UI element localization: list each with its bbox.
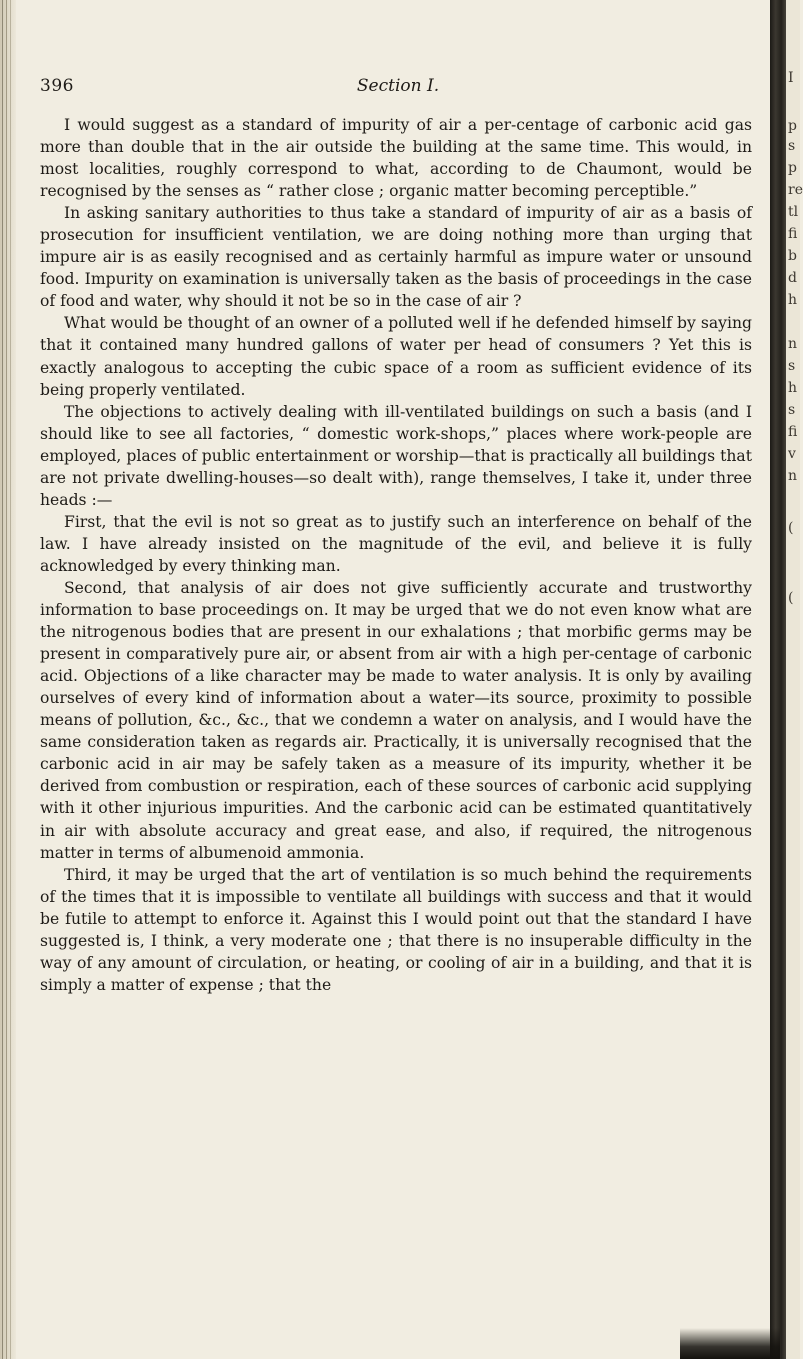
adjacent-page-fragment: re <box>788 182 803 198</box>
paragraph-first-objection: First, that the evil is not so great as to justify such an interference on behalf of the law. I have already insisted on the magnitude of the evil, and believe it is fully acknowledged by every thinking man. <box>40 512 752 575</box>
adjacent-page-fragment: s <box>788 138 796 154</box>
paragraph-third-objection: Third, it may be urged that the art of ventilation is so much behind the requirements of the times that it is impossible to ventilate all buildings with success and that it would be futile to attempt to enforce it. Against this I would point out that the standard I have suggested is, I think, a very moderate one ; that there is no insuperable difficulty in the way of any amount of circulation, or heating, or cooling of air in a building, and that it is simply a matter of expense ; that the <box>40 865 752 994</box>
adjacent-page-edge <box>786 0 803 1359</box>
left-binding-gutter <box>0 0 16 1359</box>
section-title: Section I. <box>356 76 440 96</box>
adjacent-page-fragment: n <box>788 468 798 484</box>
gutter-rule <box>2 0 3 1359</box>
running-head <box>40 76 756 100</box>
paragraph-standard-of-impurity: I would suggest as a standard of impurity of air a per-centage of carbonic acid gas more than double that in the air outside the building at the same time. This would, in most localities, roughly correspond to what, according to de Chaumont, would be recognised by the senses as “ rather close ; organic matter becoming perceptible.” <box>40 116 752 201</box>
adjacent-page-fragment: s <box>788 358 796 374</box>
right-binding-shadow <box>770 0 786 1359</box>
paragraph-second-objection: Second, that analysis of air does not give sufficiently accurate and trustworthy information to base proceedings on. It may be urged that we do not even know what are the nitrogenous bodies that are present in our exhalations ; that morbific germs may be present in comparatively pure air, or absent from air with a high per-centage of carbonic acid. Objections of a like character may be made to water analysis. It is only by availing ourselves of every kind of information about a water—its source, proximity to possible means of pollution, &c., &c., that we condemn a water on analysis, and I would have the same consideration taken as regards air. Practically, it is universally recognised that the carbonic acid in air may be safely taken as a measure of its impurity, whether it be derived from combustion or respiration, each of these sources of carbonic acid supplying with it other injurious impurities. And the carbonic acid can be estimated quantitatively in air with absolute accuracy and great ease, and also, if required, the nitrogenous matter in terms of albumenoid ammonia. <box>40 578 752 862</box>
gutter-rule <box>10 0 11 1359</box>
adjacent-page-fragment: p <box>788 118 797 134</box>
adjacent-page-fragment: h <box>788 380 798 396</box>
bottom-binding-shadow <box>680 1328 780 1359</box>
adjacent-page-fragment: s <box>788 402 796 418</box>
adjacent-page-fragment: fi <box>788 424 798 440</box>
adjacent-page-fragment: fi <box>788 226 798 242</box>
adjacent-page-fragment: b <box>788 248 797 264</box>
paragraph-objections: The objections to actively dealing with ill-ventilated buildings on such a basis (and I should like to see all factories, “ domestic work-shops,” places where work-people are employed, places of public entertainment or worship—that is practically all buildings that are not private dwelling-houses—so dealt with), range themselves, I take it, under three heads :— <box>40 402 752 509</box>
adjacent-page-fragment: ( <box>788 520 794 536</box>
paragraph-polluted-well: What would be thought of an owner of a polluted well if he defended himself by saying that it contained many hundred gallons of water per head of consumers ? Yet this is exactly analogous to accepting the cubic space of a room as sufficient evidence of its being properly ventilated. <box>40 314 752 399</box>
adjacent-page-fragment: v <box>788 446 796 462</box>
adjacent-page-fragment: I <box>788 70 794 86</box>
adjacent-page-fragment: ( <box>788 590 794 606</box>
body-text <box>40 114 752 996</box>
adjacent-page-fragment: d <box>788 270 797 286</box>
gutter-rule <box>6 0 7 1359</box>
page-number: 396 <box>40 76 74 96</box>
paragraph-sanitary-authorities: In asking sanitary authorities to thus take a standard of impurity of air as a basis of prosecution for insufficient ventilation, we are doing nothing more than urging that impure air is as easily recognised and as certainly harmful as impure water or unsound food. Impurity on examination is universally taken as the basis of proceedings in the case of food and water, why should it not be so in the case of air ? <box>40 204 752 311</box>
adjacent-page-fragment: h <box>788 292 798 308</box>
adjacent-page-fragment: p <box>788 160 797 176</box>
adjacent-page-fragment: n <box>788 336 798 352</box>
adjacent-page-fragment: tl <box>788 204 799 220</box>
